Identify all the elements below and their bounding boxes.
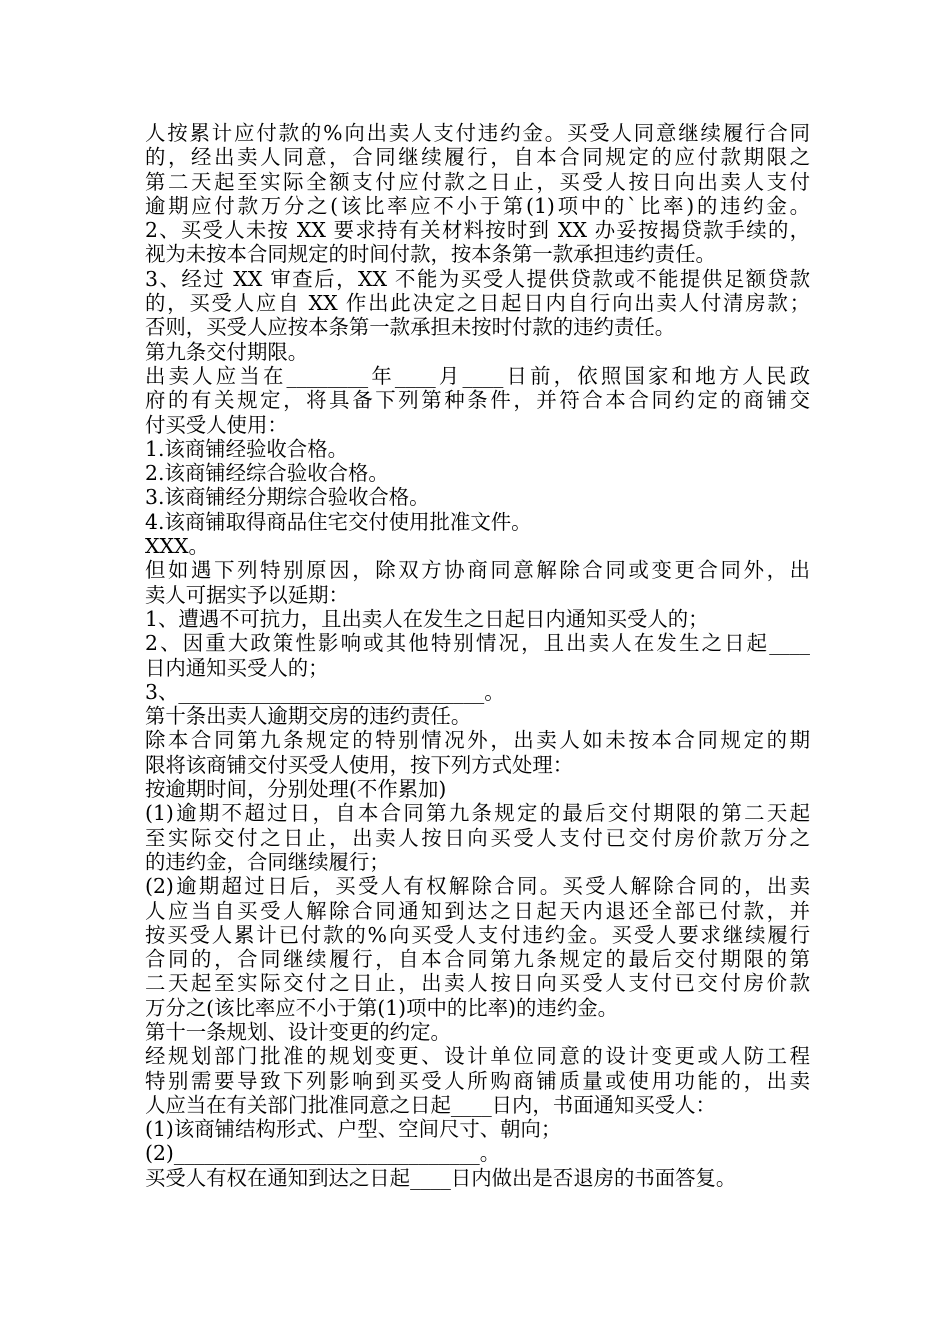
text-line: 合同的，合同继续履行，自本合同第九条规定的最后交付期限的第 <box>145 947 810 972</box>
text-line: 人按累计应付款的%向出卖人支付违约金。买受人同意继续履行合同 <box>145 121 810 145</box>
text-line: (2)______________________________。 <box>145 1141 501 1166</box>
text-line: 日内通知买受人的； <box>145 655 329 680</box>
text-line: (1)该商铺结构形式、户型、空间尺寸、朝向； <box>145 1117 562 1142</box>
text-line: 但如遇下列特别原因，除双方协商同意解除合同或变更合同外，出 <box>145 558 810 583</box>
text-line: 2.该商铺经综合验收合格。 <box>145 461 389 486</box>
text-line: 的，买受人应自 XX 作出此决定之日起日内自行向出卖人付清房款； <box>145 291 810 316</box>
text-line: 第九条交付期限。 <box>145 339 309 364</box>
text-line: 1.该商铺经验收合格。 <box>145 436 348 461</box>
text-line: 第十一条规划、设计变更的约定。 <box>145 1019 451 1044</box>
text-line: 至实际交付之日止，出卖人按日向买受人支付已交付房价款万分之 <box>145 825 810 850</box>
text-line: (1)逾期不超过日，自本合同第九条规定的最后交付期限的第二天起 <box>145 801 810 826</box>
text-line: 逾期应付款万分之(该比率应不小于第(1)项中的`比率)的违约金。 <box>145 193 810 218</box>
text-line: 按买受人累计已付款的%向买受人支付违约金。买受人要求继续履行 <box>145 922 810 947</box>
text-line: 的违约金，合同继续履行； <box>145 849 390 874</box>
text-line: 卖人可据实予以延期： <box>145 582 349 607</box>
text-line: 买受人有权在通知到达之日起____日内做出是否退房的书面答复。 <box>145 1165 737 1190</box>
text-line: 除本合同第九条规定的特别情况外，出卖人如未按本合同规定的期 <box>145 728 810 753</box>
text-line: 视为未按本合同规定的时间付款，按本条第一款承担违约责任。 <box>145 242 716 267</box>
text-line: 3.该商铺经分期综合验收合格。 <box>145 485 430 510</box>
document-page <box>145 121 810 1190</box>
text-line: 经规划部门批准的规划变更、设计单位同意的设计变更或人防工程 <box>145 1044 810 1069</box>
text-line: 第二天起至实际全额支付应付款之日止，买受人按日向出卖人支付 <box>145 169 810 194</box>
text-line: 二天起至实际交付之日止，出卖人按日向买受人支付已交付房价款 <box>145 971 810 996</box>
text-line: 3、______________________________。 <box>145 679 505 704</box>
text-line: 第十条出卖人逾期交房的违约责任。 <box>145 704 472 729</box>
text-line: 人应当自买受人解除合同通知到达之日起天内退还全部已付款，并 <box>145 898 810 923</box>
text-line: 人应当在有关部门批准同意之日起____日内，书面通知买受人： <box>145 1092 716 1117</box>
text-line: 付买受人使用： <box>145 412 288 437</box>
text-line: 府的有关规定，将具备下列第种条件，并符合本合同约定的商铺交 <box>145 388 810 413</box>
text-line: 限将该商铺交付买受人使用，按下列方式处理： <box>145 752 574 777</box>
text-line: 2、因重大政策性影响或其他特别情况，且出卖人在发生之日起____ <box>145 631 810 656</box>
text-line: (2)逾期超过日后，买受人有权解除合同。买受人解除合同的，出卖 <box>145 874 810 899</box>
text-line: 特别需要导致下列影响到买受人所购商铺质量或使用功能的，出卖 <box>145 1068 810 1093</box>
text-line: 2、买受人未按 XX 要求持有关材料按时到 XX 办妥按揭贷款手续的， <box>145 218 810 243</box>
text-line: 3、经过 XX 审查后，XX 不能为买受人提供贷款或不能提供足额贷款 <box>145 266 810 291</box>
text-line: 否则，买受人应按本条第一款承担未按时付款的违约责任。 <box>145 315 676 340</box>
text-line: 1、遭遇不可抗力，且出卖人在发生之日起日内通知买受人的； <box>145 606 709 631</box>
text-line: 4.该商铺取得商品住宅交付使用批准文件。 <box>145 509 532 534</box>
text-line: 的，经出卖人同意，合同继续履行，自本合同规定的应付款期限之 <box>145 145 810 170</box>
text-line: 万分之(该比率应不小于第(1)项中的比率)的违约金。 <box>145 995 618 1020</box>
text-line: 按逾期时间，分别处理(不作累加) <box>145 777 447 802</box>
text-line: XXX。 <box>145 534 209 559</box>
text-line: 出卖人应当在________年____月____日前，依照国家和地方人民政 <box>145 363 810 388</box>
